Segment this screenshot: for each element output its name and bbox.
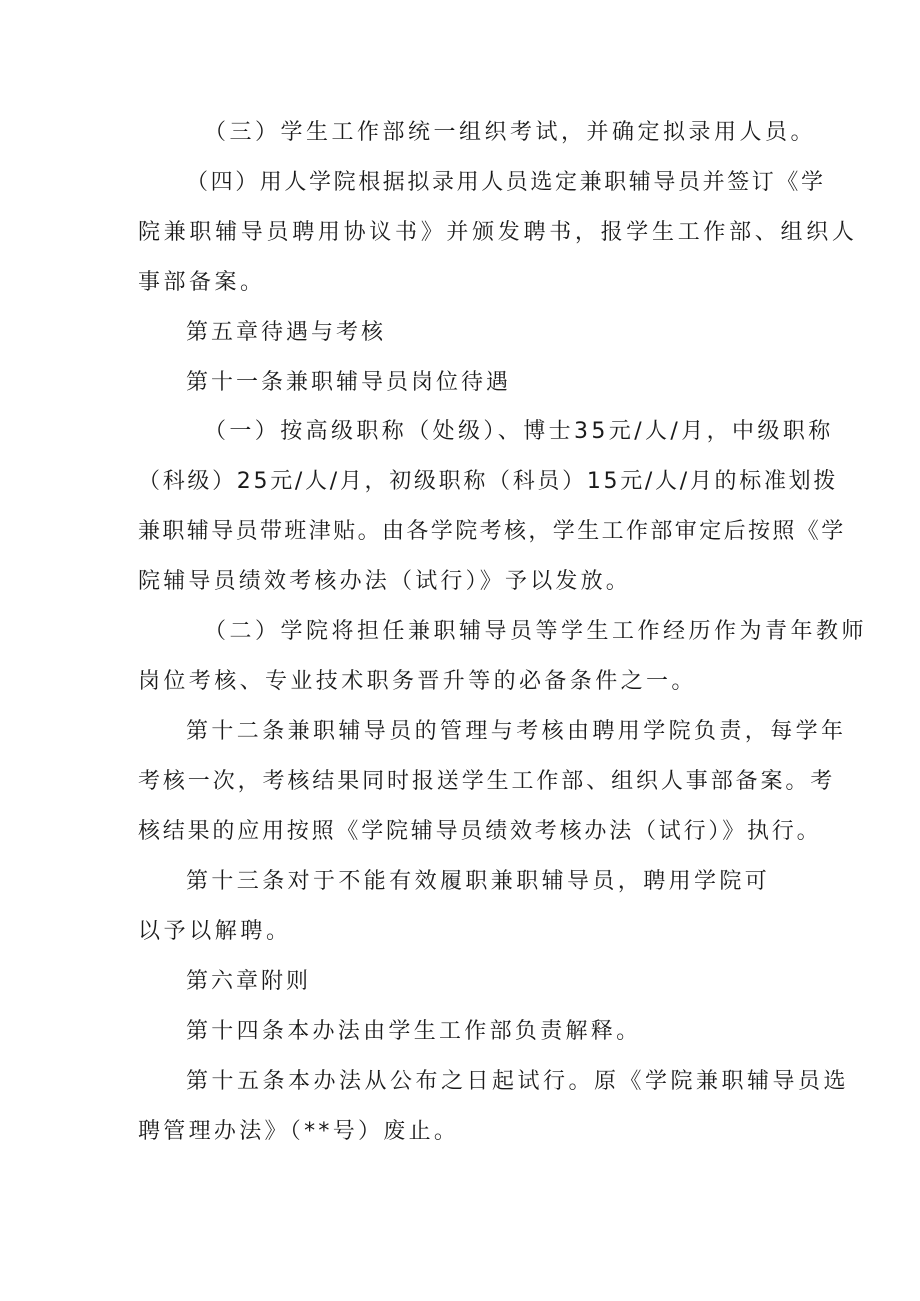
paragraph-line: 第十四条本办法由学生工作部负责解释。 bbox=[186, 1019, 642, 1044]
paragraph-line: 考核一次，考核结果同时报送学生工作部、组织人事部备案。考 bbox=[138, 769, 836, 794]
paragraph-line: 事部备案。 bbox=[138, 270, 266, 295]
paragraph-line: 聘管理办法》（**号）废止。 bbox=[138, 1119, 460, 1144]
paragraph-line: （四）用人学院根据拟录用人员选定兼职辅导员并签订《学 bbox=[186, 170, 826, 195]
paragraph-line: （三）学生工作部统一组织考试，并确定拟录用人员。 bbox=[204, 120, 817, 145]
paragraph-line: 第十三条对于不能有效履职兼职辅导员，聘用学院可 bbox=[186, 869, 771, 894]
paragraph-line: 岗位考核、专业技术职务晋升等的必备条件之一。 bbox=[138, 669, 697, 694]
paragraph-line: 核结果的应用按照《学院辅导员绩效考核办法（试行）》执行。 bbox=[138, 819, 822, 844]
chapter-heading: 第五章待遇与考核 bbox=[186, 320, 387, 345]
paragraph-line: 兼职辅导员带班津贴。由各学院考核，学生工作部审定后按照《学 bbox=[138, 519, 846, 544]
article-heading: 第十一条兼职辅导员岗位待遇 bbox=[186, 370, 512, 395]
paragraph-line: 以予以解聘。 bbox=[138, 919, 292, 944]
paragraph-line: （科级）25元/人/月，初级职称（科员）15元/人/月的标准划拨 bbox=[138, 469, 839, 494]
paragraph-line: 第十五条本办法从公布之日起试行。原《学院兼职辅导员选 bbox=[186, 1069, 850, 1094]
paragraph-line: 院兼职辅导员聘用协议书》并颁发聘书，报学生工作部、组织人 bbox=[138, 220, 858, 245]
paragraph-line: （一）按高级职称（处级）、博士35元/人/月，中级职称 bbox=[204, 419, 834, 444]
chapter-heading: 第六章附则 bbox=[186, 969, 312, 994]
paragraph-line: （二）学院将担任兼职辅导员等学生工作经历作为青年教师 bbox=[204, 619, 868, 644]
paragraph-line: 院辅导员绩效考核办法（试行）》予以发放。 bbox=[138, 569, 632, 594]
paragraph-line: 第十二条兼职辅导员的管理与考核由聘用学院负责，每学年 bbox=[186, 719, 847, 744]
